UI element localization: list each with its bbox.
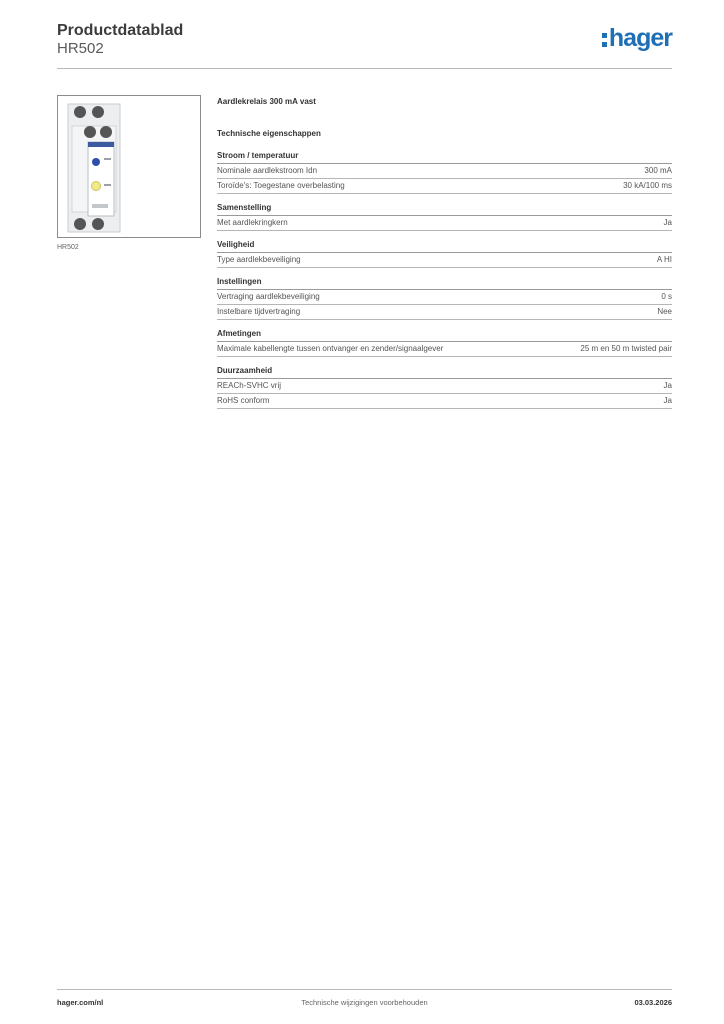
spec-section — [217, 239, 672, 268]
spec-row — [217, 290, 672, 305]
section-title: Duurzaamheid — [217, 365, 672, 379]
spec-row — [217, 164, 672, 179]
spec-value: Nee — [657, 307, 672, 316]
spec-value: A HI — [656, 255, 672, 264]
spec-row — [217, 342, 672, 357]
section-title: Afmetingen — [217, 328, 672, 342]
spec-section — [217, 276, 672, 320]
spec-row — [217, 216, 672, 231]
spec-section — [217, 328, 672, 357]
spec-section — [217, 150, 672, 194]
spec-label: Instelbare tijdvertraging — [217, 307, 301, 316]
logo-text: hager — [608, 24, 672, 52]
section-title: Veiligheid — [217, 239, 672, 253]
spec-label: Toroïde's: Toegestane overbelasting — [217, 181, 345, 190]
spec-label: Met aardlekringkern — [217, 218, 288, 227]
spec-value: 30 kA/100 ms — [623, 181, 672, 190]
spec-label: Maximale kabellengte tussen ontvanger en zender/signaalgever — [217, 344, 444, 353]
spec-row — [217, 179, 672, 194]
spec-value: 300 mA — [644, 166, 672, 175]
spec-label: Nominale aardlekstroom Idn — [217, 166, 318, 175]
spec-label: Type aardlekbeveiliging — [217, 255, 301, 264]
spec-label: REACh-SVHC vrij — [217, 381, 282, 390]
header-divider — [57, 68, 672, 69]
section-title: Samenstelling — [217, 202, 672, 216]
product-content — [217, 96, 672, 417]
spec-value: Ja — [663, 218, 672, 227]
page-header — [57, 20, 672, 70]
spec-value: 25 m en 50 m twisted pair — [580, 344, 672, 353]
footer-notice: Technische wijzigingen voorbehouden — [301, 998, 428, 1007]
product-image-caption: HR502 — [57, 244, 79, 251]
spec-sections — [217, 150, 672, 409]
spec-row — [217, 305, 672, 320]
product-title: Aardlekrelais 300 mA vast — [217, 97, 316, 106]
section-title: Stroom / temperatuur — [217, 150, 672, 164]
page-footer — [57, 998, 672, 1010]
tech-properties-heading: Technische eigenschappen — [217, 129, 321, 138]
spec-value: Ja — [663, 396, 672, 405]
spec-label: Vertraging aardlekbeveiliging — [217, 292, 320, 301]
product-illustration — [58, 96, 200, 237]
spec-section — [217, 202, 672, 231]
hager-logo — [602, 25, 672, 51]
logo-colon-mark — [602, 33, 607, 47]
footer-website[interactable]: hager.com/nl — [57, 998, 104, 1007]
spec-section — [217, 365, 672, 409]
footer-date: 03.03.2026 — [634, 998, 672, 1007]
spec-value: 0 s — [661, 292, 672, 301]
spec-row — [217, 379, 672, 394]
spec-row — [217, 394, 672, 409]
product-code: HR502 — [57, 40, 104, 57]
document-title: Productdatablad — [57, 22, 184, 39]
footer-divider — [57, 989, 672, 990]
product-image — [57, 95, 201, 238]
spec-value: Ja — [663, 381, 672, 390]
spec-row — [217, 253, 672, 268]
spec-label: RoHS conform — [217, 396, 270, 405]
section-title: Instellingen — [217, 276, 672, 290]
